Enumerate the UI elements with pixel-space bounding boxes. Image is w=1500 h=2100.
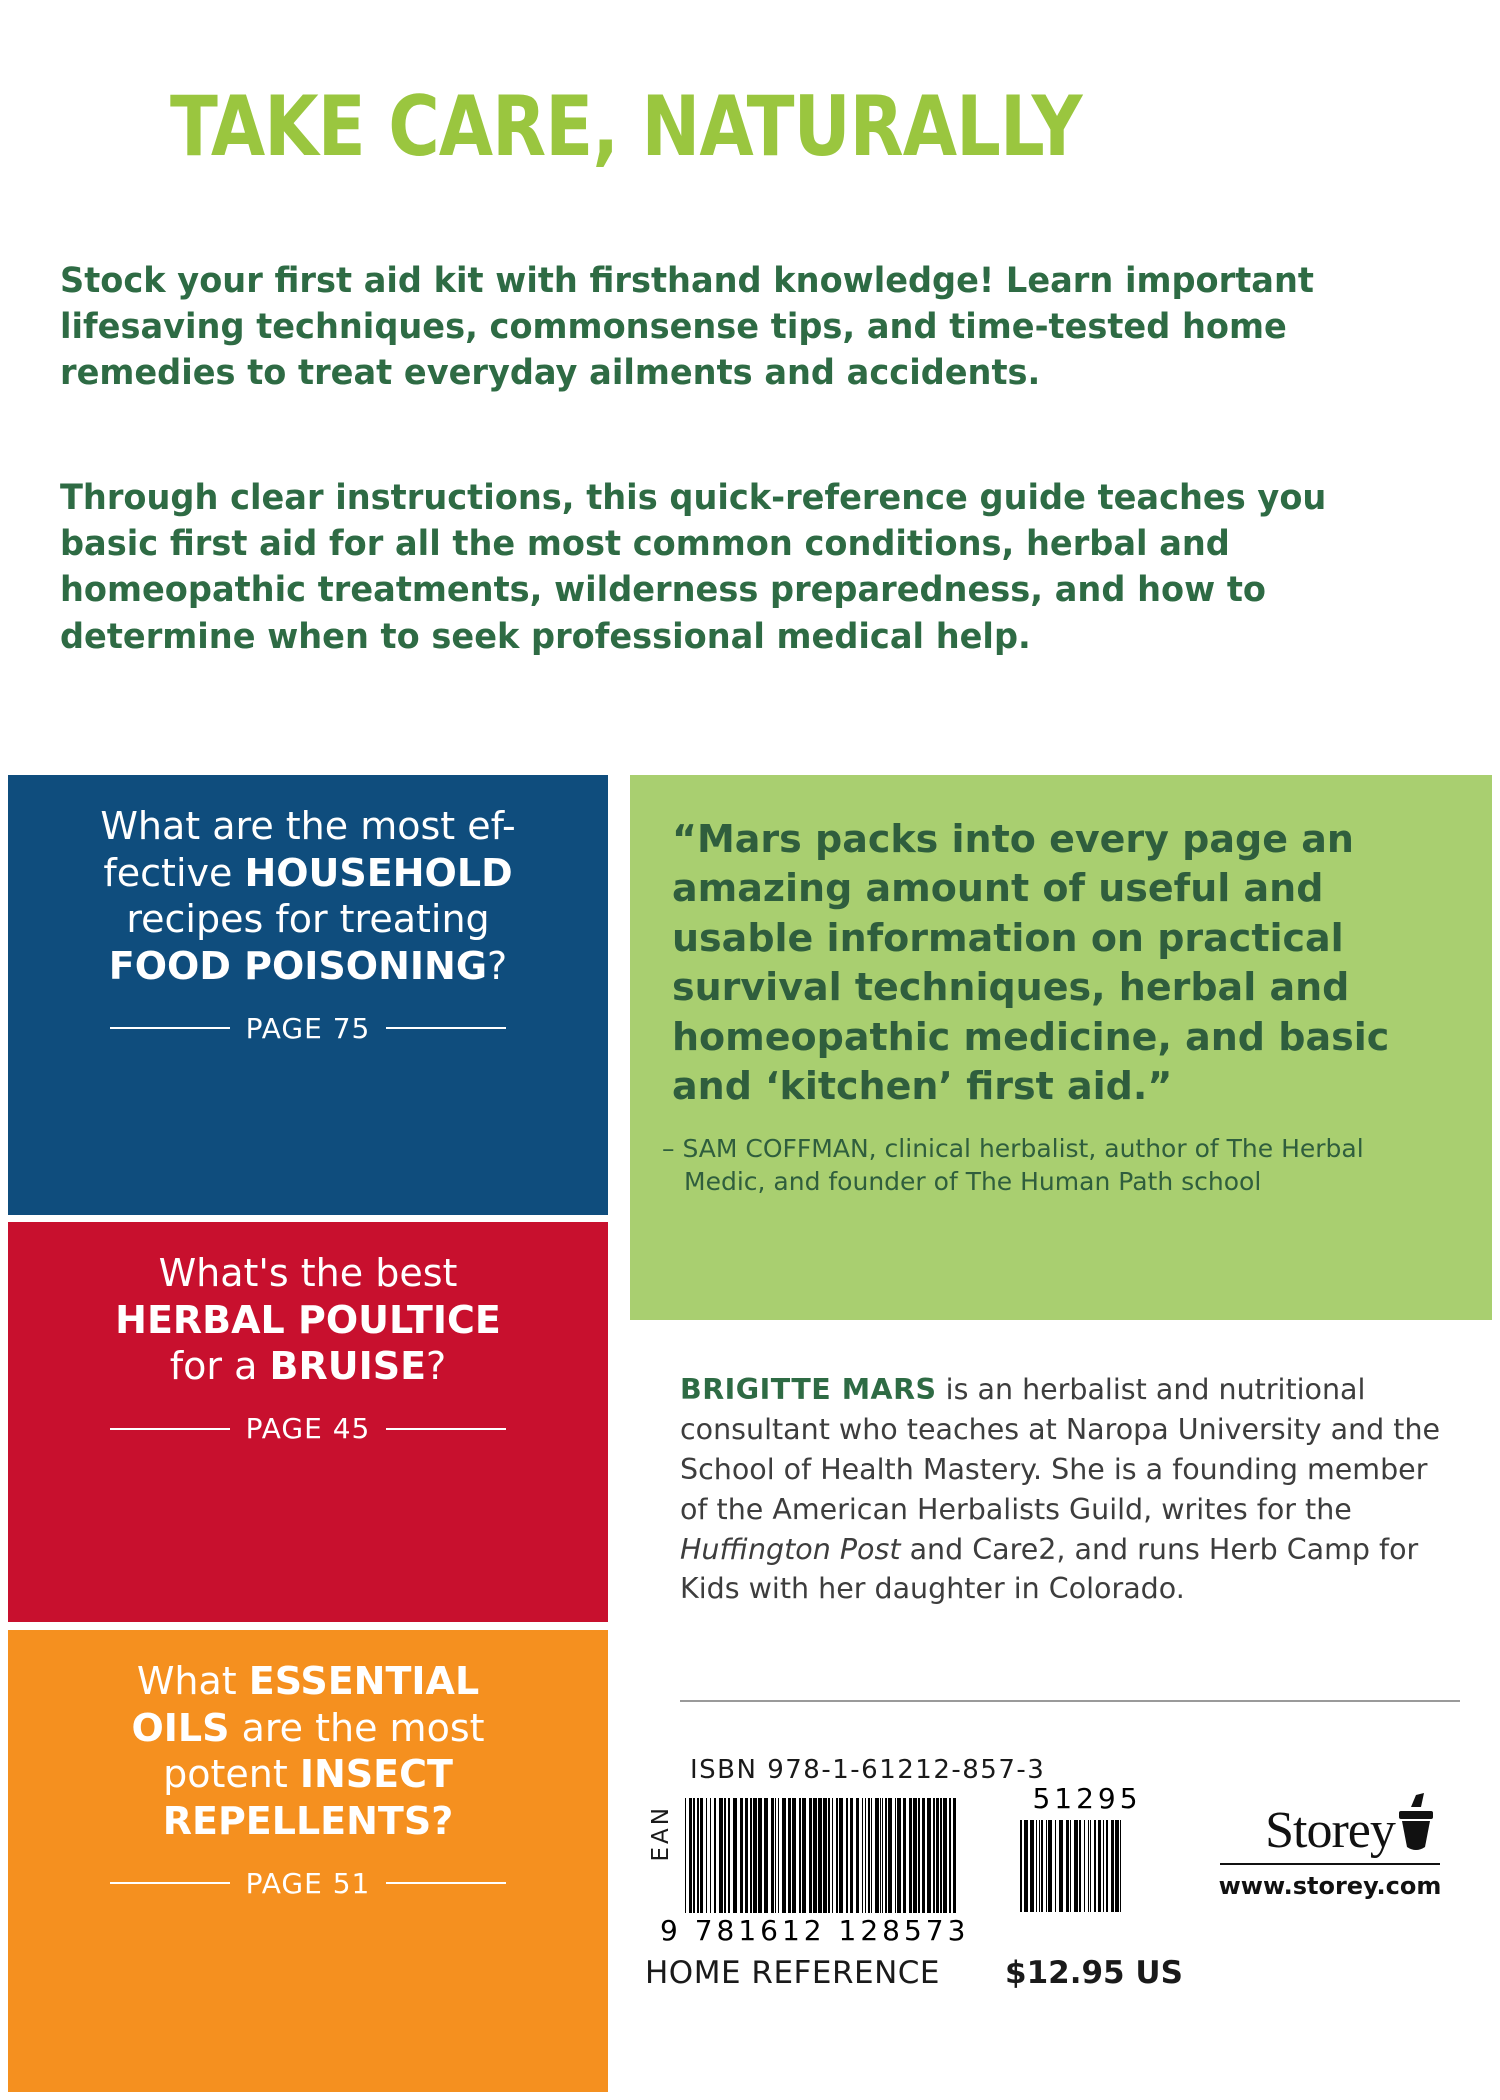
publisher-rule [1220, 1863, 1440, 1865]
rule-right [386, 1027, 506, 1029]
divider [680, 1700, 1460, 1702]
author-bio [680, 1370, 1460, 1609]
ean-label: EAN [648, 1805, 674, 1862]
callout-question: What are the most ef- fective HOUSEHOLD recipes for treating FOOD POISONING? [100, 804, 516, 989]
rule-left [110, 1027, 230, 1029]
barcode-addon-digits: 51295 [1032, 1782, 1142, 1815]
review-quote-attribution: – SAM COFFMAN, clinical herbalist, author of The Herbal Medic, and founder of The Human Path school [662, 1134, 1364, 1196]
author-bio-text-tail: and Care2, and runs Herb Camp for Kids with her daughter in Colorado. [680, 1532, 1419, 1606]
callout-page-label: PAGE 51 [245, 1866, 371, 1900]
review-quote-text: “Mars packs into every page an amazing amount of useful and usable information on practical survival techniques, herbal and homeopathic medicine, and basic and ‘kitchen’ first aid.” [672, 817, 1390, 1108]
callout-box-food-poisoning [8, 775, 608, 1215]
barcode-digits: 9 781612 128573 [660, 1914, 970, 1947]
mortar-and-pestle-icon [1393, 1791, 1439, 1853]
rule-right [386, 1428, 506, 1430]
callout-page-label: PAGE 45 [245, 1412, 371, 1446]
publisher-url: www.storey.com [1218, 1872, 1442, 1900]
isbn-number: ISBN 978-1-61212-857-3 [690, 1755, 1046, 1785]
callout-box-insect-repellents [8, 1630, 608, 2092]
rule-left [110, 1428, 230, 1430]
barcode-main [685, 1798, 1003, 1913]
callout-page-row [48, 1412, 568, 1445]
rule-right [386, 1882, 506, 1884]
author-bio-publication: Huffington Post [680, 1532, 901, 1566]
author-name: BRIGITTE MARS [680, 1373, 937, 1406]
price-label: $12.95 US [1005, 1955, 1183, 1991]
blurb-paragraph-1: Stock your first aid kit with firsthand knowledge! Learn important lifesaving techniques, commonsense tips, and time-tested home remedies to treat everyday ailments and accidents. [60, 261, 1314, 394]
callout-page-label: PAGE 75 [245, 1011, 371, 1045]
barcode-addon [1020, 1820, 1148, 1912]
rule-left [110, 1882, 230, 1884]
publisher-logo [1215, 1802, 1445, 1900]
category-label: HOME REFERENCE [645, 1955, 940, 1991]
blurb-paragraph-2: Through clear instructions, this quick-reference guide teaches you basic first aid for all the most common conditions, herbal and homeopathic treatments, wilderness preparedness, and how to determine when to seek professional medical help. [60, 478, 1327, 657]
page-title: TAKE CARE, NATURALLY [170, 78, 1082, 175]
publisher-name: Storey [1265, 1802, 1395, 1859]
callout-page-row [48, 1012, 568, 1045]
callout-question: What ESSENTIAL OILS are the most potent INSECT REPELLENTS? [131, 1659, 485, 1844]
callout-page-row [48, 1867, 568, 1900]
callout-box-herbal-poultice [8, 1222, 608, 1622]
review-quote-panel [630, 775, 1492, 1320]
author-bio-text: is an herbalist and nutritional consultant who teaches at Naropa University and the School of Health Mastery. She is a founding member of the American Herbalists Guild, writes for the [680, 1373, 1441, 1526]
callout-question: What's the best HERBAL POULTICE for a BRUISE? [115, 1251, 501, 1389]
